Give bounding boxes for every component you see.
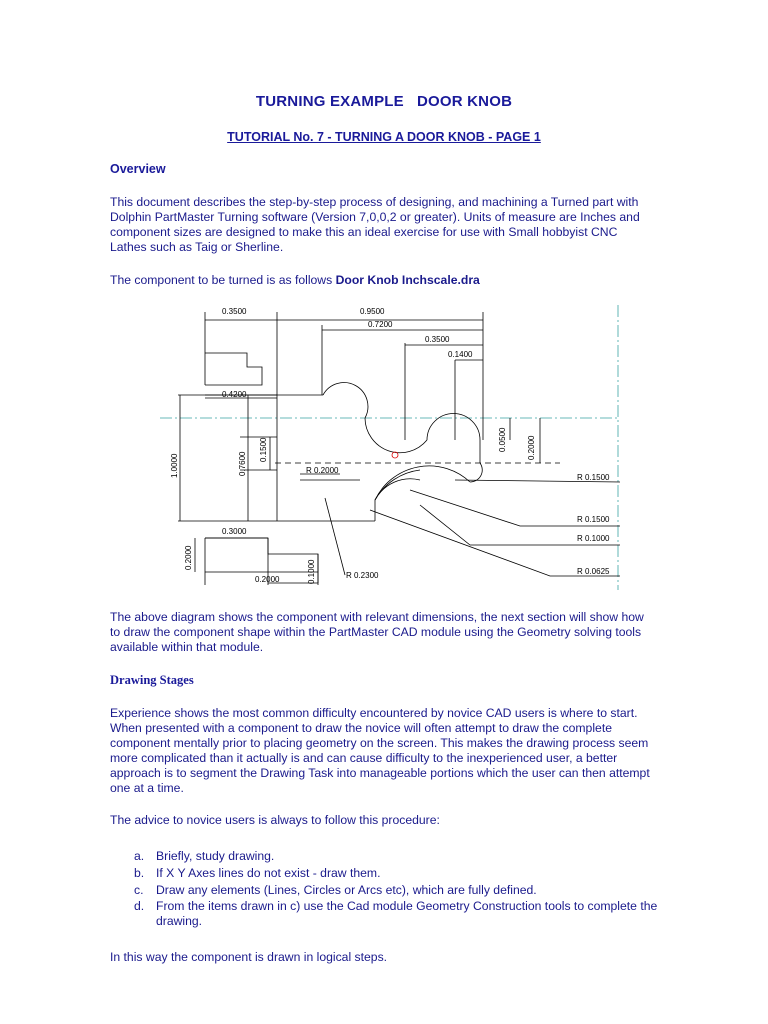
list-item-text: Briefly, study drawing. xyxy=(156,849,275,863)
procedure-intro: The advice to novice users is always to follow this procedure: xyxy=(110,813,440,827)
list-marker: a. xyxy=(134,849,145,863)
radius-0150-b: R 0.1500 xyxy=(577,515,610,524)
list-item xyxy=(110,882,670,899)
component-file-name: Door Knob Inchscale.dra xyxy=(335,273,480,287)
dim-0720: 0.7200 xyxy=(368,320,393,329)
dim-0200-vertical: 0.2000 xyxy=(527,435,536,460)
dim-0350-top: 0.3500 xyxy=(222,307,247,316)
document-subtitle: TUTORIAL No. 7 - TURNING A DOOR KNOB - PAGE 1 xyxy=(227,130,541,144)
radius-0150-a: R 0.1500 xyxy=(577,473,610,482)
dim-0200-left: 0.2000 xyxy=(184,545,193,570)
diagram-description: The above diagram shows the component with relevant dimensions, the next section will show how to draw the component shape within the PartMaster CAD module using the Geometry solving tools available within that module. xyxy=(110,610,644,654)
list-item-text: If X Y Axes lines do not exist - draw them. xyxy=(156,866,381,880)
radius-0230: R 0.2300 xyxy=(346,571,379,580)
dim-0350-right: 0.3500 xyxy=(425,335,450,344)
radius-0100: R 0.1000 xyxy=(577,534,610,543)
list-marker: b. xyxy=(134,866,145,880)
radius-0625: R 0.0625 xyxy=(577,567,610,576)
list-item xyxy=(110,899,670,929)
document-title: TURNING EXAMPLE DOOR KNOB xyxy=(255,93,513,110)
dim-0420: 0.4200 xyxy=(222,390,247,399)
dim-0140: 0.1400 xyxy=(448,350,473,359)
dim-1000: 1.0000 xyxy=(170,453,179,478)
drawing-stages-paragraph: Experience shows the most common difficulty encountered by novice CAD users is where to start. When presented with a component to draw the novice will often attempt to draw the complete component mentally prior to placing geometry on the screen. This makes the drawing process seem more complicated than it actually is and can cause difficulty to the inexperienced user, a better approach is to segment the Drawing Task into manageable portions which the user can then attempt one at a time. xyxy=(110,706,650,795)
list-marker: c. xyxy=(134,883,144,897)
overview-heading: Overview xyxy=(110,162,166,176)
component-intro-text: The component to be turned is as follows xyxy=(110,273,336,287)
list-item-text: From the items drawn in c) use the Cad module Geometry Construction tools to complete the drawing. xyxy=(156,899,658,928)
list-marker: d. xyxy=(134,899,145,913)
dim-0050: 0.0500 xyxy=(498,427,507,452)
procedure-list xyxy=(110,848,670,929)
dim-0200-bottom: 0.2000 xyxy=(255,575,280,584)
component-intro xyxy=(110,273,650,288)
dim-0100: 0.1000 xyxy=(307,559,316,584)
list-item xyxy=(110,865,670,882)
dim-0950: 0.9500 xyxy=(360,307,385,316)
drawing-stages-heading: Drawing Stages xyxy=(110,673,194,687)
radius-0200: R 0.2000 xyxy=(306,466,339,475)
closing-paragraph: In this way the component is drawn in logical steps. xyxy=(110,950,388,964)
dim-0760: 0.7600 xyxy=(238,451,247,476)
dim-0300: 0.3000 xyxy=(222,527,247,536)
list-item-text: Draw any elements (Lines, Circles or Arcs etc), which are fully defined. xyxy=(156,883,537,897)
dim-0150: 0.1500 xyxy=(259,437,268,462)
overview-paragraph: This document describes the step-by-step process of designing, and machining a Turned part with Dolphin PartMaster Turning software (Version 7,0,0,2 or greater). Units of measure are Inches and component sizes are designed to make this an ideal exercise for use with Small hobbyist CNC Lathes such as Taig or Sherline. xyxy=(110,195,640,254)
door-knob-diagram xyxy=(160,300,640,592)
list-item xyxy=(110,848,670,865)
